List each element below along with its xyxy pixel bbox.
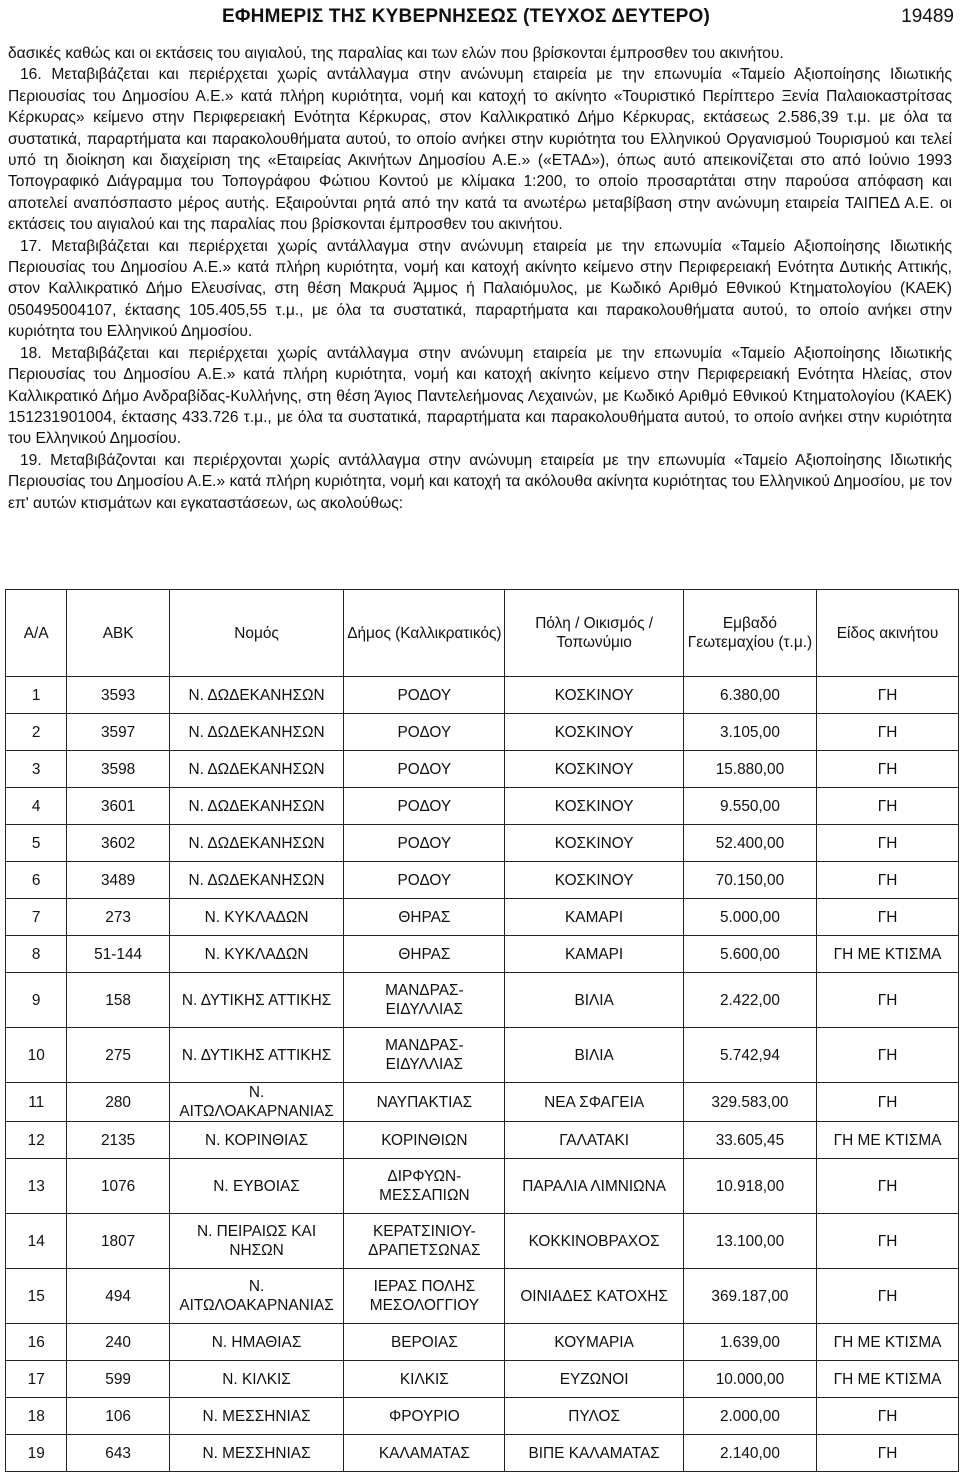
cell-abk: 273	[67, 899, 169, 936]
table-row	[6, 973, 959, 1028]
cell-aa: 5	[6, 825, 67, 862]
cell-abk: 240	[67, 1324, 169, 1361]
table-row	[6, 677, 959, 714]
table-row	[6, 1083, 959, 1122]
cell-municipality: ΚΟΡΙΝΘΙΩΝ	[344, 1122, 505, 1159]
table-body	[6, 677, 959, 1472]
cell-area: 3.105,00	[683, 714, 816, 751]
cell-property-type: ΓΗ	[817, 1269, 959, 1324]
cell-locality: ΒΙΛΙΑ	[505, 973, 683, 1028]
cell-property-type: ΓΗ	[817, 899, 959, 936]
cell-area: 52.400,00	[683, 825, 816, 862]
cell-property-type: ΓΗ	[817, 1435, 959, 1472]
cell-prefecture: Ν. ΠΕΙΡΑΙΩΣ ΚΑΙ ΝΗΣΩΝ	[169, 1214, 343, 1269]
table-row	[6, 1214, 959, 1269]
cell-aa: 15	[6, 1269, 67, 1324]
cell-area: 5.000,00	[683, 899, 816, 936]
cell-abk: 51-144	[67, 936, 169, 973]
cell-abk: 3597	[67, 714, 169, 751]
cell-locality: ΕΥΖΩΝΟΙ	[505, 1361, 683, 1398]
cell-municipality: ΜΑΝΔΡΑΣ- ΕΙΔΥΛΛΙΑΣ	[344, 1028, 505, 1083]
cell-prefecture: Ν. ΚΥΚΛΑΔΩΝ	[169, 899, 343, 936]
cell-property-type: ΓΗ ΜΕ ΚΤΙΣΜΑ	[817, 1361, 959, 1398]
cell-abk: 643	[67, 1435, 169, 1472]
cell-property-type: ΓΗ ΜΕ ΚΤΙΣΜΑ	[817, 936, 959, 973]
cell-prefecture: Ν. ΔΩΔΕΚΑΝΗΣΩΝ	[169, 825, 343, 862]
cell-area: 369.187,00	[683, 1269, 816, 1324]
cell-municipality: ΒΕΡΟΙΑΣ	[344, 1324, 505, 1361]
cell-property-type: ΓΗ	[817, 714, 959, 751]
cell-prefecture: Ν. ΔΩΔΕΚΑΝΗΣΩΝ	[169, 714, 343, 751]
cell-property-type: ΓΗ	[817, 1028, 959, 1083]
cell-area: 15.880,00	[683, 751, 816, 788]
table-row	[6, 1159, 959, 1214]
cell-prefecture: Ν. ΑΙΤΩΛΟΑΚΑΡΝΑΝΙΑΣ	[169, 1269, 343, 1324]
cell-property-type: ΓΗ ΜΕ ΚΤΙΣΜΑ	[817, 1324, 959, 1361]
cell-abk: 2135	[67, 1122, 169, 1159]
cell-prefecture: Ν. ΑΙΤΩΛΟΑΚΑΡΝΑΝΙΑΣ	[169, 1083, 343, 1122]
cell-locality: ΝΕΑ ΣΦΑΓΕΙΑ	[505, 1083, 683, 1122]
cell-aa: 1	[6, 677, 67, 714]
cell-aa: 2	[6, 714, 67, 751]
cell-property-type: ΓΗ	[817, 973, 959, 1028]
cell-locality: ΚΟΣΚΙΝΟΥ	[505, 788, 683, 825]
cell-aa: 8	[6, 936, 67, 973]
cell-municipality: ΘΗΡΑΣ	[344, 936, 505, 973]
cell-locality: ΚΟΣΚΙΝΟΥ	[505, 862, 683, 899]
cell-area: 1.639,00	[683, 1324, 816, 1361]
cell-municipality: ΚΕΡΑΤΣΙΝΙΟΥ- ΔΡΑΠΕΤΣΩΝΑΣ	[344, 1214, 505, 1269]
cell-area: 70.150,00	[683, 862, 816, 899]
cell-aa: 9	[6, 973, 67, 1028]
cell-prefecture: Ν. ΔΩΔΕΚΑΝΗΣΩΝ	[169, 751, 343, 788]
paragraph-16: 16. Μεταβιβάζεται και περιέρχεται χωρίς αντάλλαγμα στην ανώνυμη εταιρεία με την επωνυμία «Ταμείο Αξιοποίησης Ιδιωτικής Περιουσίας του Δημοσίου Α.Ε.» κατά πλήρη κυριότητα, νομή και κατοχή το ακίνητο «Τουριστικό Περίπτερο Ξενία Παλαιοκαστρίτσας Κέρκυρας» κείμενο στην Περιφερειακή Ενότητα Κέρκυρας, στον Καλλικρατικό Δήμο Κέρκυρας, εκτάσεως 2.586,39 τ.μ. με όλα τα συστατικά, παραρτήματα και παρακολουθήματα αυτού, το οποίο ανήκει στην κυριότητα του Ελληνικού Οργανισμού Τουρισμού και τελεί υπό τη διοίκηση και διαχείριση της «Εταιρείας Ακινήτων Δημοσίου Α.Ε.» («ΕΤΑΔ»), όπως αυτό απεικονίζεται στο από Ιούνιο 1993 Τοπογραφικό Διάγραμμα του Τοπογράφου Φώτιου Κοντού με κλίμακα 1:200, το οποίο προσαρτάται στην παρούσα απόφαση και αποτελεί αναπόσπαστο μέρος αυτής. Εξαιρούνται ρητά από την κατά τα ανωτέρω μεταβίβαση στην ανώνυμη εταιρεία ΤΑΙΠΕΔ Α.Ε. οι εκτάσεις του αιγιαλού και της παραλίας που βρίσκονται έμπροσθεν του ακινήτου.	[8, 66, 952, 234]
cell-abk: 599	[67, 1361, 169, 1398]
cell-locality: ΒΙΛΙΑ	[505, 1028, 683, 1083]
cell-property-type: ΓΗ	[817, 1083, 959, 1122]
cell-property-type: ΓΗ	[817, 677, 959, 714]
paragraph-18: 18. Μεταβιβάζεται και περιέρχεται χωρίς αντάλλαγμα στην ανώνυμη εταιρεία με την επωνυμία «Ταμείο Αξιοποίησης Ιδιωτικής Περιουσίας του Δημοσίου Α.Ε.» κατά πλήρη κυριότητα, νομή και κατοχή ακίνητο κείμενο στην Περιφερειακή Ενότητα Ηλείας, στον Καλλικρατικό Δήμο Ανδραβίδας-Κυλλήνης, στη θέση Άγιος Παντελεήμονας Λεχαινών, με Κωδικό Αριθμό Εθνικού Κτηματολογίου (ΚΑΕΚ) 151231901004, έκτασης 433.726 τ.μ., με όλα τα συστατικά, παραρτήματα και παρακολουθήματα αυτού, το οποίο ανήκει στην κυριότητα του Ελληνικού Δημοσίου.	[8, 344, 952, 448]
table-row	[6, 1324, 959, 1361]
page-number: 19489	[901, 6, 954, 27]
column-header-prefecture: Νομός	[169, 590, 343, 677]
cell-municipality: ΡΟΔΟΥ	[344, 677, 505, 714]
cell-area: 2.422,00	[683, 973, 816, 1028]
cell-property-type: ΓΗ	[817, 1159, 959, 1214]
cell-property-type: ΓΗ	[817, 1398, 959, 1435]
cell-municipality: ΙΕΡΑΣ ΠΟΛΗΣ ΜΕΣΟΛΟΓΓΙΟΥ	[344, 1269, 505, 1324]
table-row	[6, 825, 959, 862]
paragraph-continuation: δασικές καθώς και οι εκτάσεις του αιγιαλού, της παραλίας και των ελών που βρίσκονται έμπροσθεν του ακινήτου.	[8, 45, 784, 62]
cell-abk: 3489	[67, 862, 169, 899]
cell-municipality: ΡΟΔΟΥ	[344, 714, 505, 751]
gazette-title: ΕΦΗΜΕΡΙΣ ΤΗΣ ΚΥΒΕΡΝΗΣΕΩΣ (ΤΕΥΧΟΣ ΔΕΥΤΕΡΟ)	[222, 6, 710, 27]
cell-aa: 13	[6, 1159, 67, 1214]
cell-locality: ΚΟΣΚΙΝΟΥ	[505, 677, 683, 714]
cell-aa: 6	[6, 862, 67, 899]
cell-abk: 1807	[67, 1214, 169, 1269]
cell-prefecture: Ν. ΔΩΔΕΚΑΝΗΣΩΝ	[169, 862, 343, 899]
cell-municipality: ΡΟΔΟΥ	[344, 751, 505, 788]
cell-abk: 106	[67, 1398, 169, 1435]
cell-area: 13.100,00	[683, 1214, 816, 1269]
cell-municipality: ΚΑΛΑΜΑΤΑΣ	[344, 1435, 505, 1472]
cell-municipality: ΡΟΔΟΥ	[344, 862, 505, 899]
cell-area: 6.380,00	[683, 677, 816, 714]
cell-locality: ΚΟΣΚΙΝΟΥ	[505, 825, 683, 862]
cell-locality: ΠΥΛΟΣ	[505, 1398, 683, 1435]
cell-prefecture: Ν. ΕΥΒΟΙΑΣ	[169, 1159, 343, 1214]
cell-property-type: ΓΗ	[817, 825, 959, 862]
cell-property-type: ΓΗ	[817, 862, 959, 899]
cell-locality: ΚΟΥΜΑΡΙΑ	[505, 1324, 683, 1361]
cell-area: 10.000,00	[683, 1361, 816, 1398]
article-body	[8, 43, 952, 514]
cell-area: 2.000,00	[683, 1398, 816, 1435]
column-header-municipality: Δήμος (Καλλικρατικός)	[344, 590, 505, 677]
cell-property-type: ΓΗ	[817, 751, 959, 788]
table-row	[6, 1269, 959, 1324]
column-header-property-type: Είδος ακινήτου	[817, 590, 959, 677]
cell-aa: 17	[6, 1361, 67, 1398]
table-header-row	[6, 590, 959, 677]
cell-area: 33.605,45	[683, 1122, 816, 1159]
cell-aa: 16	[6, 1324, 67, 1361]
cell-abk: 3593	[67, 677, 169, 714]
cell-prefecture: Ν. ΔΥΤΙΚΗΣ ΑΤΤΙΚΗΣ	[169, 1028, 343, 1083]
cell-prefecture: Ν. ΜΕΣΣΗΝΙΑΣ	[169, 1435, 343, 1472]
table-row	[6, 788, 959, 825]
cell-area: 5.600,00	[683, 936, 816, 973]
cell-locality: ΚΟΚΚΙΝΟΒΡΑΧΟΣ	[505, 1214, 683, 1269]
cell-aa: 7	[6, 899, 67, 936]
cell-abk: 158	[67, 973, 169, 1028]
table-row	[6, 714, 959, 751]
cell-locality: ΠΑΡΑΛΙΑ ΛΙΜΝΙΩΝΑ	[505, 1159, 683, 1214]
cell-aa: 3	[6, 751, 67, 788]
cell-abk: 3598	[67, 751, 169, 788]
cell-property-type: ΓΗ	[817, 1214, 959, 1269]
cell-prefecture: Ν. ΚΥΚΛΑΔΩΝ	[169, 936, 343, 973]
table-row	[6, 862, 959, 899]
table-row	[6, 1122, 959, 1159]
cell-abk: 280	[67, 1083, 169, 1122]
cell-aa: 19	[6, 1435, 67, 1472]
cell-locality: ΓΑΛΑΤΑΚΙ	[505, 1122, 683, 1159]
table-row	[6, 1435, 959, 1472]
cell-municipality: ΝΑΥΠΑΚΤΙΑΣ	[344, 1083, 505, 1122]
table-row	[6, 936, 959, 973]
column-header-aa: Α/Α	[6, 590, 67, 677]
cell-aa: 12	[6, 1122, 67, 1159]
paragraph-17: 17. Μεταβιβάζεται και περιέρχεται χωρίς αντάλλαγμα στην ανώνυμη εταιρεία με την επωνυμία «Ταμείο Αξιοποίησης Ιδιωτικής Περιουσίας του Δημοσίου Α.Ε.» κατά πλήρη κυριότητα, νομή και κατοχή ακίνητο κείμενο στην Περιφερειακή Ενότητα Δυτικής Αττικής, στον Καλλικρατικό Δήμο Ελευσίνας, στη θέση Μακρυά Άμμος ή Παλαιόμυλος, με Κωδικό Αριθμό Εθνικού Κτηματολογίου (ΚΑΕΚ) 050495004107, έκτασης 105.405,55 τ.μ., με όλα τα συστατικά, παραρτήματα και παρακολουθήματα αυτού, το οποίο ανήκει στην κυριότητα του Ελληνικού Δημοσίου.	[8, 237, 952, 341]
column-header-locality: Πόλη / Οικισμός / Τοπωνύμιο	[505, 590, 683, 677]
cell-aa: 11	[6, 1083, 67, 1122]
table-row	[6, 1028, 959, 1083]
cell-area: 10.918,00	[683, 1159, 816, 1214]
table-row	[6, 1361, 959, 1398]
cell-prefecture: Ν. ΔΩΔΕΚΑΝΗΣΩΝ	[169, 788, 343, 825]
table-row	[6, 751, 959, 788]
cell-prefecture: Ν. ΚΟΡΙΝΘΙΑΣ	[169, 1122, 343, 1159]
cell-property-type: ΓΗ ΜΕ ΚΤΙΣΜΑ	[817, 1122, 959, 1159]
cell-locality: ΚΑΜΑΡΙ	[505, 936, 683, 973]
page-header	[0, 6, 960, 30]
cell-locality: ΚΑΜΑΡΙ	[505, 899, 683, 936]
property-table	[5, 589, 959, 1472]
cell-locality: ΟΙΝΙΑΔΕΣ ΚΑΤΟΧΗΣ	[505, 1269, 683, 1324]
cell-abk: 3601	[67, 788, 169, 825]
cell-area: 9.550,00	[683, 788, 816, 825]
cell-area: 5.742,94	[683, 1028, 816, 1083]
cell-abk: 3602	[67, 825, 169, 862]
cell-area: 2.140,00	[683, 1435, 816, 1472]
cell-municipality: ΜΑΝΔΡΑΣ- ΕΙΔΥΛΛΙΑΣ	[344, 973, 505, 1028]
cell-prefecture: Ν. ΔΥΤΙΚΗΣ ΑΤΤΙΚΗΣ	[169, 973, 343, 1028]
column-header-abk: ΑΒΚ	[67, 590, 169, 677]
cell-aa: 14	[6, 1214, 67, 1269]
cell-property-type: ΓΗ	[817, 788, 959, 825]
column-header-area: Εμβαδό Γεωτεμαχίου (τ.μ.)	[683, 590, 816, 677]
cell-abk: 1076	[67, 1159, 169, 1214]
cell-municipality: ΔΙΡΦΥΩΝ- ΜΕΣΣΑΠΙΩΝ	[344, 1159, 505, 1214]
cell-municipality: ΘΗΡΑΣ	[344, 899, 505, 936]
cell-prefecture: Ν. ΗΜΑΘΙΑΣ	[169, 1324, 343, 1361]
cell-locality: ΚΟΣΚΙΝΟΥ	[505, 751, 683, 788]
paragraph-19: 19. Μεταβιβάζονται και περιέρχονται χωρίς αντάλλαγμα στην ανώνυμη εταιρεία με την επωνυμία «Ταμείο Αξιοποίησης Ιδιωτικής Περιουσίας του Δημοσίου Α.Ε.» κατά πλήρη κυριότητα, νομή και κατοχή τα ακόλουθα ακίνητα κυριότητας του Ελληνικού Δημοσίου, με τον επ' αυτών κτισμάτων και εγκαταστάσεων, ως ακολούθως:	[8, 451, 952, 512]
cell-municipality: ΚΙΛΚΙΣ	[344, 1361, 505, 1398]
cell-aa: 10	[6, 1028, 67, 1083]
cell-area: 329.583,00	[683, 1083, 816, 1122]
cell-municipality: ΦΡΟΥΡΙΟ	[344, 1398, 505, 1435]
cell-prefecture: Ν. ΚΙΛΚΙΣ	[169, 1361, 343, 1398]
cell-aa: 18	[6, 1398, 67, 1435]
cell-abk: 494	[67, 1269, 169, 1324]
cell-abk: 275	[67, 1028, 169, 1083]
table-row	[6, 899, 959, 936]
cell-locality: ΒΙΠΕ ΚΑΛΑΜΑΤΑΣ	[505, 1435, 683, 1472]
cell-municipality: ΡΟΔΟΥ	[344, 825, 505, 862]
cell-municipality: ΡΟΔΟΥ	[344, 788, 505, 825]
cell-prefecture: Ν. ΜΕΣΣΗΝΙΑΣ	[169, 1398, 343, 1435]
cell-locality: ΚΟΣΚΙΝΟΥ	[505, 714, 683, 751]
cell-aa: 4	[6, 788, 67, 825]
table-row	[6, 1398, 959, 1435]
cell-prefecture: Ν. ΔΩΔΕΚΑΝΗΣΩΝ	[169, 677, 343, 714]
